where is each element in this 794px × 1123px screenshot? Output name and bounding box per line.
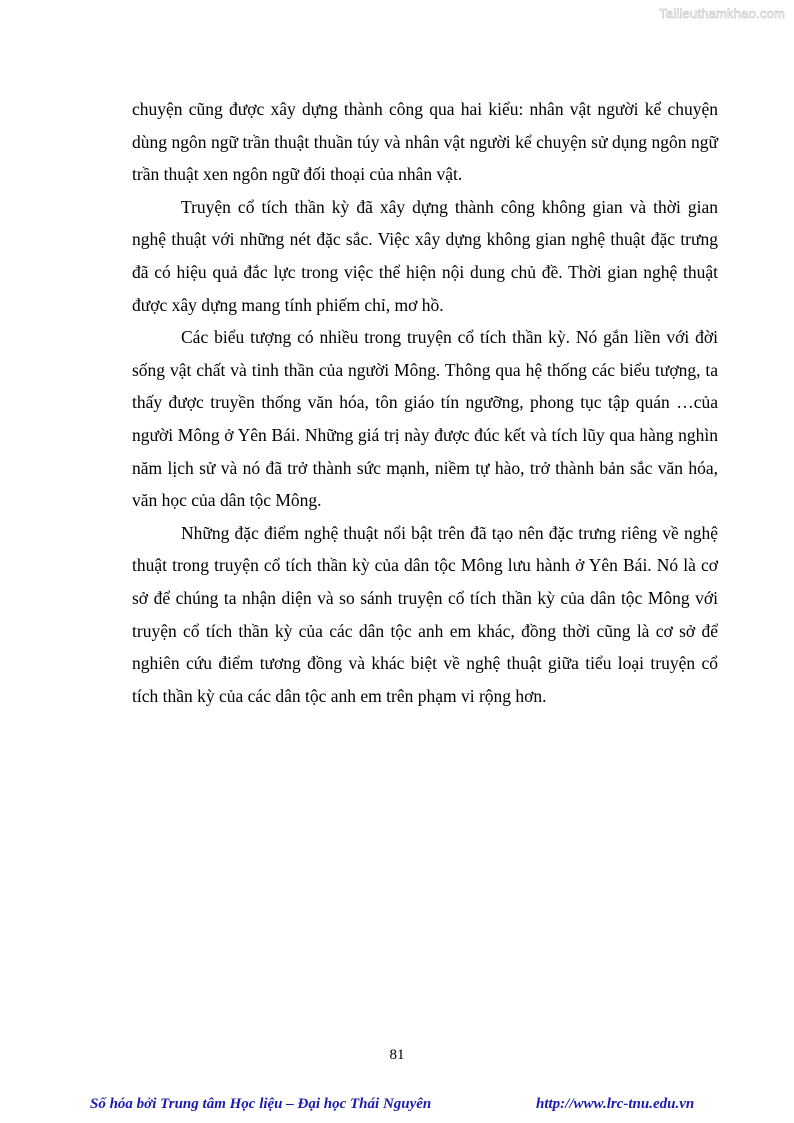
paragraph-symbols: Các biểu tượng có nhiều trong truyện cổ tích thần kỳ. Nó gắn liền với đời sống vật chất và tinh thần của người Mông. Thông qua hệ thống các biểu tượng, ta thấy được truyền thống văn hóa, tôn giáo tín ngưỡng, phong tục tập quán …của người Mông ở Yên Bái. Những giá trị này được đúc kết và tích lũy qua hàng nghìn năm lịch sử và nó đã trở thành sức mạnh, niềm tự hào, trở thành bản sắc văn hóa, văn học của dân tộc Mông. [132, 327, 718, 511]
paragraph-conclusion: Những đặc điểm nghệ thuật nổi bật trên đã tạo nên đặc trưng riêng về nghệ thuật trong truyện cổ tích thần kỳ của dân tộc Mông lưu hành ở Yên Bái. Nó là cơ sở để chúng ta nhận diện và so sánh truyện cổ tích thần kỳ của dân tộc Mông với truyện cổ tích thần kỳ của các dân tộc anh em khác, đồng thời cũng là cơ sở để nghiên cứu điểm tương đồng và khác biệt về nghệ thuật giữa tiểu loại truyện cổ tích thần kỳ của các dân tộc anh em trên phạm vi rộng hơn. [132, 522, 718, 706]
page-number: 81 [389, 1047, 405, 1063]
watermark-text: Tailieuthamkhao.com [659, 6, 785, 21]
footer-digitized-by: Số hóa bởi Trung tâm Học liệu – Đại học Thái Nguyên [90, 1096, 432, 1112]
body-text [132, 93, 718, 712]
footer-url-link[interactable]: http://www.lrc-tnu.edu.vn [536, 1096, 695, 1112]
paragraph-continuation: chuyện cũng được xây dựng thành công qua hai kiểu: nhân vật người kể chuyện dùng ngôn ngữ trần thuật thuần túy và nhân vật người kể chuyện sử dụng ngôn ngữ trần thuật xen ngôn ngữ đối thoại của nhân vật. [132, 99, 718, 185]
paragraph-space-time: Truyện cổ tích thần kỳ đã xây dựng thành công không gian và thời gian nghệ thuật với những nét đặc sắc. Việc xây dựng không gian nghệ thuật đặc trưng đã có hiệu quả đắc lực trong việc thể hiện nội dung chủ đề. Thời gian nghệ thuật được xây dựng mang tính phiếm chỉ, mơ hồ. [132, 196, 718, 315]
